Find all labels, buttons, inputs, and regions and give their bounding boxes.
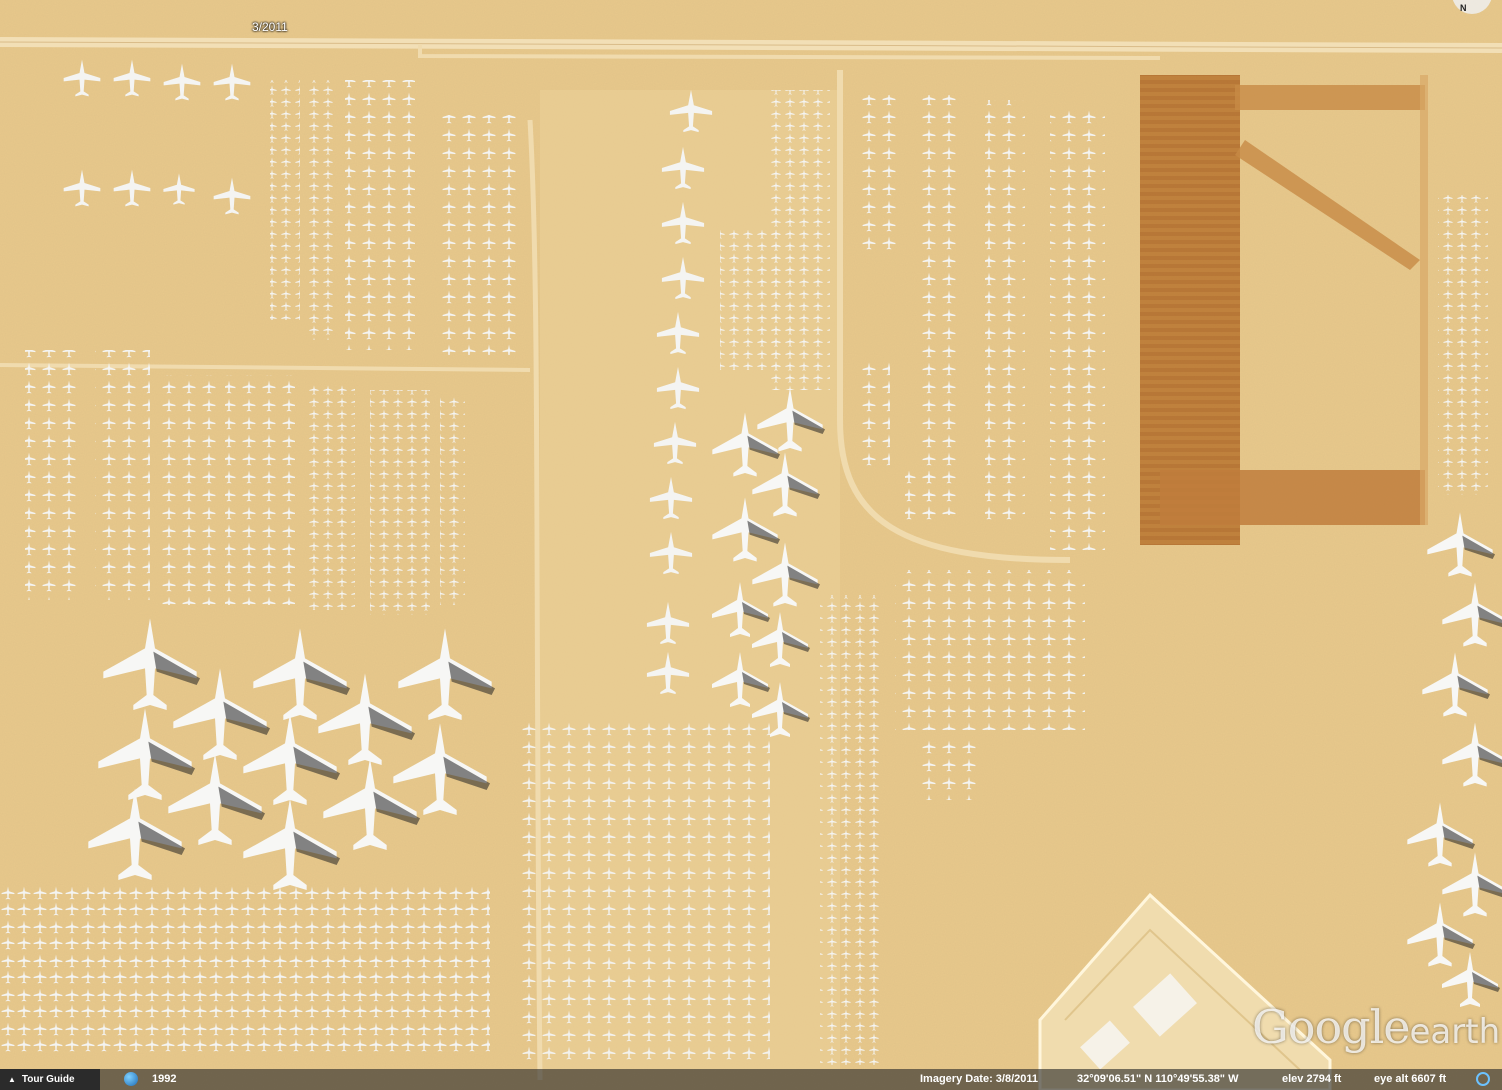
imagery-date: Imagery Date: 3/8/2011 bbox=[920, 1073, 1039, 1085]
imagery-year-label: 3/2011 bbox=[252, 20, 288, 34]
google-earth-watermark bbox=[1252, 1000, 1500, 1054]
compass-icon bbox=[1452, 0, 1492, 18]
compass[interactable] bbox=[1452, 0, 1492, 18]
tour-guide-label: Tour Guide bbox=[21, 1074, 75, 1085]
historical-year[interactable]: 1992 bbox=[152, 1073, 177, 1085]
elevation: elev 2794 ft bbox=[1282, 1073, 1342, 1085]
globe-icon[interactable] bbox=[124, 1072, 138, 1086]
coordinates: 32°09'06.51" N 110°49'55.38" W bbox=[1077, 1073, 1239, 1085]
status-bar bbox=[0, 1069, 1502, 1090]
eye-altitude: eye alt 6607 ft bbox=[1374, 1073, 1447, 1085]
compass-north-label: N bbox=[1460, 3, 1467, 13]
watermark-brand: Google bbox=[1252, 1000, 1410, 1054]
watermark-suffix: earth bbox=[1409, 1012, 1501, 1052]
triangle-up-icon: ▲ bbox=[8, 1075, 16, 1084]
loading-icon bbox=[1476, 1072, 1490, 1086]
tour-guide-button[interactable] bbox=[0, 1069, 100, 1090]
